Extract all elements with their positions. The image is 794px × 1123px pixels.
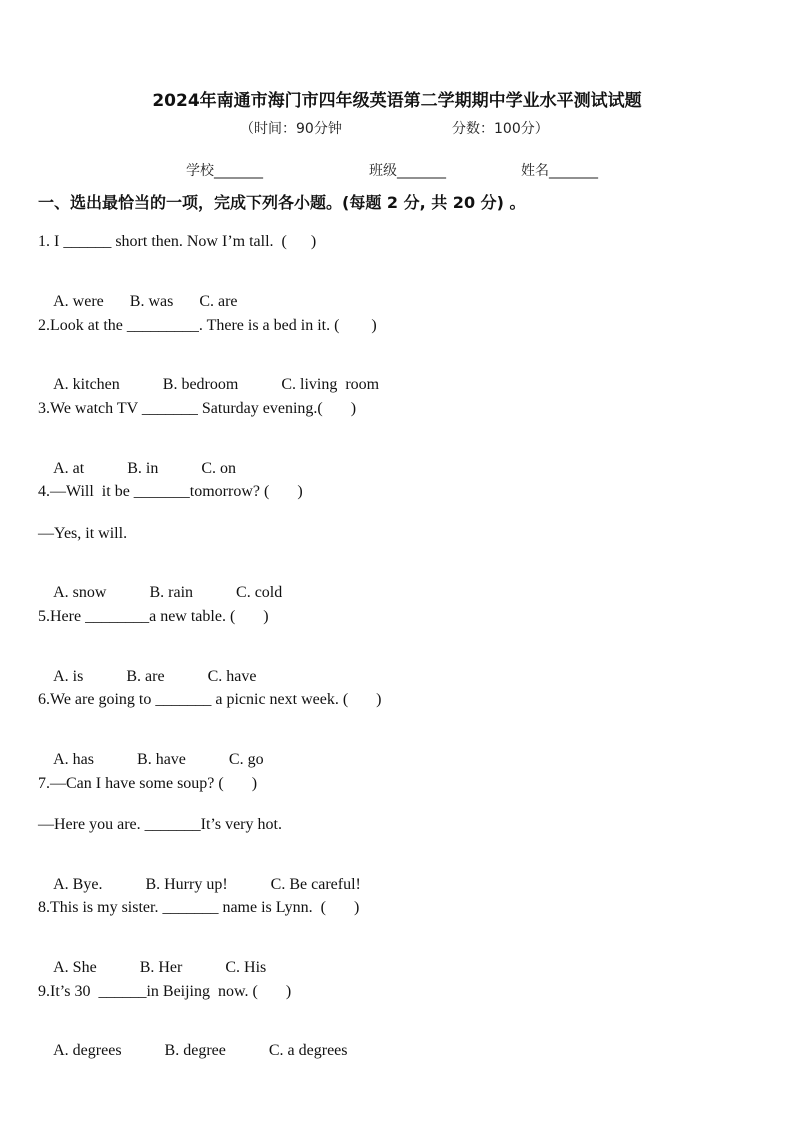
option-a: A. is — [53, 668, 84, 685]
option-b: B. was — [129, 293, 174, 310]
question-1: 1. I ______ short then. Now I’m tall. ( ) — [38, 233, 317, 250]
option-c: C. go — [228, 751, 264, 768]
option-c: C. His — [225, 959, 267, 976]
option-c: C. have — [207, 668, 257, 685]
question-4: 4.—Will it be _______tomorrow? ( ) — [38, 483, 303, 500]
question-7: 7.—Can I have some soup? ( ) — [38, 775, 258, 792]
option-a: A. at — [53, 460, 85, 477]
option-a: A. kitchen — [53, 376, 120, 393]
name-field: 姓名_______ — [521, 163, 598, 179]
option-b: B. bedroom — [162, 376, 239, 393]
exam-time: （时间：90分钟 — [240, 121, 342, 137]
options-9 — [38, 1024, 348, 1078]
exam-score: 分数：100分） — [452, 121, 549, 137]
option-a: A. She — [53, 959, 97, 976]
option-c: C. a degrees — [268, 1042, 348, 1059]
option-b: B. in — [127, 460, 159, 477]
class-field: 班级_______ — [369, 163, 446, 179]
option-c: C. are — [199, 293, 238, 310]
option-b: B. Hurry up! — [145, 876, 228, 893]
option-a: A. snow — [53, 584, 107, 601]
reply-7: —Here you are. _______It’s very hot. — [38, 816, 282, 833]
option-b: B. are — [126, 668, 165, 685]
option-a: A. has — [53, 751, 95, 768]
option-b: B. have — [137, 751, 186, 768]
option-c: C. living room — [281, 376, 380, 393]
option-a: A. Bye. — [53, 876, 103, 893]
question-8: 8.This is my sister. _______ name is Lynn. ( ) — [38, 899, 360, 916]
option-a: A. degrees — [53, 1042, 122, 1059]
option-c: C. cold — [236, 584, 283, 601]
option-c: C. Be careful! — [270, 876, 361, 893]
option-a: A. were — [53, 293, 104, 310]
option-b: B. degree — [164, 1042, 226, 1059]
option-c: C. on — [201, 460, 237, 477]
question-6: 6.We are going to _______ a picnic next week. ( ) — [38, 691, 382, 708]
question-3: 3.We watch TV _______ Saturday evening.( ) — [38, 400, 357, 417]
section-heading: 一、选出最恰当的一项，完成下列各小题。(每题 2 分, 共 20 分) 。 — [38, 193, 526, 212]
option-b: B. rain — [149, 584, 194, 601]
question-2: 2.Look at the _________. There is a bed in it. ( ) — [38, 317, 377, 334]
exam-title: 2024年南通市海门市四年级英语第二学期期中学业水平测试试题 — [152, 91, 642, 111]
question-9: 9.It’s 30 ______in Beijing now. ( ) — [38, 983, 292, 1000]
question-5: 5.Here ________a new table. ( ) — [38, 608, 269, 625]
reply-4: —Yes, it will. — [38, 525, 128, 542]
option-b: B. Her — [139, 959, 183, 976]
school-field: 学校_______ — [186, 163, 263, 179]
